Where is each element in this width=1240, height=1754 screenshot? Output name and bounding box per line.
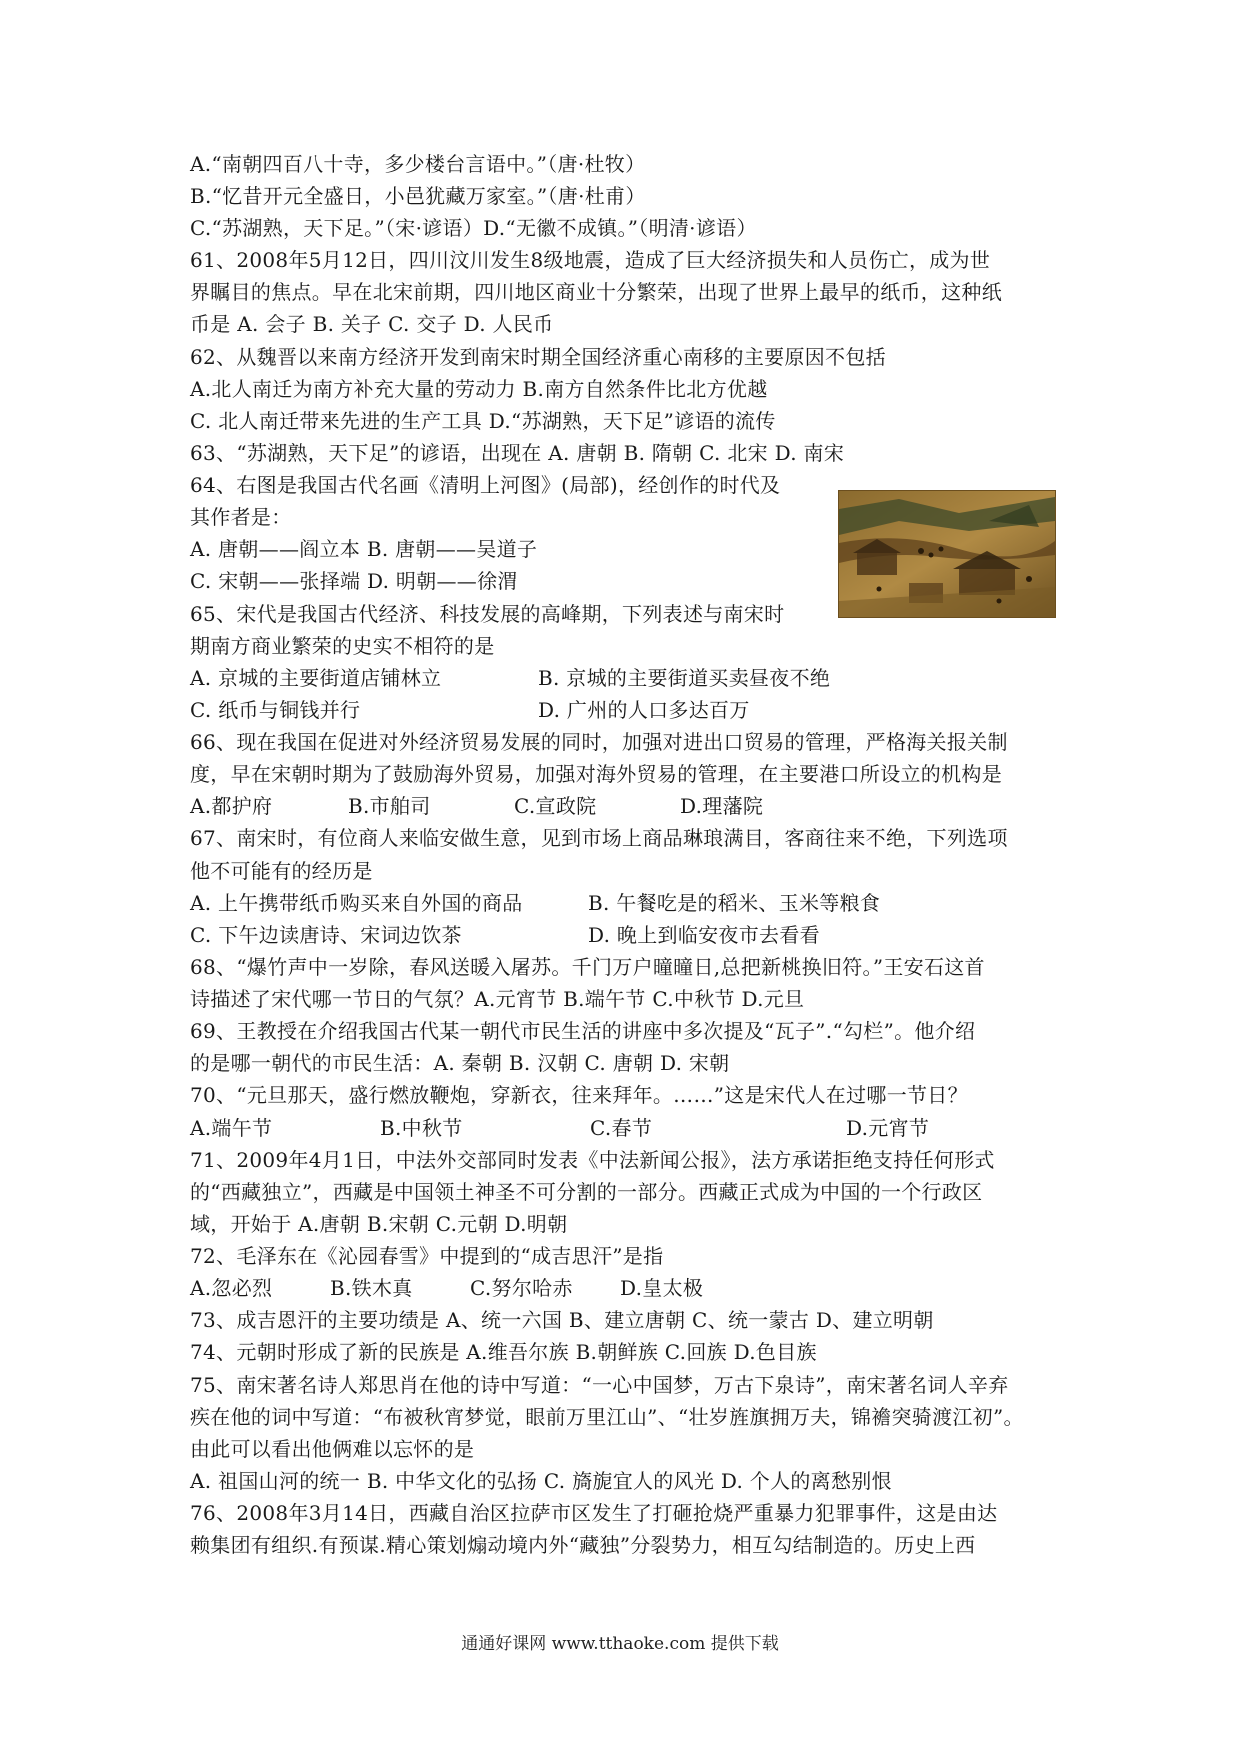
option-c: C. 下午边读唐诗、宋词边饮茶 [190,923,462,947]
text-line: C. 宋朝——张择端 D. 明朝——徐渭 [190,569,518,593]
option-d: D. 晚上到临安夜市去看看 [588,923,820,947]
text-line: 度，早在宋朝时期为了鼓励海外贸易，加强对海外贸易的管理，在主要港口所设立的机构是 [190,762,1002,786]
option-b: B.铁木真 [330,1276,413,1300]
option-a: A.端午节 [190,1116,273,1140]
question-70: 70、“元旦那天，盛行燃放鞭炮，穿新衣，往来拜年。……”这是宋代人在过哪一节日？ [190,1083,968,1107]
text-line: A.“南朝四百八十寺，多少楼台言语中。”（唐·杜牧） [190,152,646,176]
question-75: 75、南宋著名诗人郑思肖在他的诗中写道：“一心中国梦，万古下泉诗”，南宋著名词人辛弃 [190,1373,1009,1397]
page-footer: 通通好课网 www.tthaoke.com 提供下载 [461,1634,779,1654]
question-68: 68、“爆竹声中一岁除，春风送暖入屠苏。千门万户曈曈日,总把新桃换旧符。”王安石这首 [190,955,985,979]
text-line: 疾在他的词中写道：“布被秋宵梦觉，眼前万里江山”、“壮岁旌旗拥万夫，锦襜突骑渡江初”。 [190,1405,1024,1429]
text-line [190,1112,929,1144]
option-c: C.宣政院 [514,794,597,818]
text-line: 其作者是： [190,505,292,529]
question-66: 66、现在我国在促进对外经济贸易发展的同时，加强对进出口贸易的管理，严格海关报关制 [190,730,1008,754]
question-61: 61、2008年5月12日，四川汶川发生8级地震，造成了巨大经济损失和人员伤亡，成为世 [190,248,991,272]
option-d: D.皇太极 [620,1276,704,1300]
option-a: A.都护府 [190,794,273,818]
text-line: 的“西藏独立”，西藏是中国领土神圣不可分割的一部分。西藏正式成为中国的一个行政区 [190,1180,983,1204]
option-b: B. 京城的主要街道买卖昼夜不绝 [538,666,831,690]
text-line: 他不可能有的经历是 [190,859,373,883]
question-73: 73、成吉恩汗的主要功绩是 A、统一六国 B、建立唐朝 C、统一蒙古 D、建立明朝 [190,1308,934,1332]
question-76: 76、2008年3月14日，西藏自治区拉萨市区发生了打砸抢烧严重暴力犯罪事件，这是由达 [190,1501,998,1525]
question-72: 72、毛泽东在《沁园春雪》中提到的“成吉思汗”是指 [190,1244,664,1268]
text-line [190,790,763,822]
text-line: 赖集团有组织.有预谋.精心策划煽动境内外“藏独”分裂势力，相互勾结制造的。历史上西 [190,1533,976,1557]
question-63: 63、“苏湖熟，天下足”的谚语，出现在 A. 唐朝 B. 隋朝 C. 北宋 D. 南宋 [190,441,845,465]
text-line: C. 北人南迁带来先进的生产工具 D.“苏湖熟，天下足”谚语的流传 [190,409,776,433]
text-line [190,919,820,951]
question-69: 69、王教授在介绍我国古代某一朝代市民生活的讲座中多次提及“瓦子”.“勾栏”。他介绍 [190,1019,976,1043]
question-74: 74、元朝时形成了新的民族是 A.维吾尔族 B.朝鲜族 C.回族 D.色目族 [190,1340,817,1364]
text-line: 由此可以看出他俩难以忘怀的是 [190,1437,475,1461]
text-line: 币是 A. 会子 B. 关子 C. 交子 D. 人民币 [190,312,554,336]
option-a: A. 上午携带纸币购买来自外国的商品 [190,891,523,915]
option-c: C.努尔哈赤 [470,1276,573,1300]
question-71: 71、2009年4月1日，中法外交部同时发表《中法新闻公报》，法方承诺拒绝支持任何形式 [190,1148,995,1172]
option-b: B.市舶司 [348,794,431,818]
text-line [190,694,750,726]
question-62: 62、从魏晋以来南方经济开发到南宋时期全国经济重心南移的主要原因不包括 [190,345,886,369]
text-line [190,887,880,919]
option-c: C.春节 [590,1116,653,1140]
question-64: 64、右图是我国古代名画《清明上河图》(局部)，经创作的时代及 [190,473,781,497]
qingming-painting-image [838,490,1056,618]
text-line: 域，开始于 A.唐朝 B.宋朝 C.元朝 D.明朝 [190,1212,568,1236]
text-line: 期南方商业繁荣的史实不相符的是 [190,634,495,658]
text-line: C.“苏湖熟，天下足。”（宋·谚语）D.“无徽不成镇。”（明清·谚语） [190,216,757,240]
text-line: 的是哪一朝代的市民生活：A. 秦朝 B. 汉朝 C. 唐朝 D. 宋朝 [190,1051,730,1075]
option-b: B. 午餐吃是的稻米、玉米等粮食 [588,891,881,915]
text-line [190,1272,703,1304]
text-line: A. 祖国山河的统一 B. 中华文化的弘扬 C. 旖旎宜人的风光 D. 个人的离愁别恨 [190,1469,892,1493]
option-b: B.中秋节 [380,1116,463,1140]
option-a: A. 京城的主要街道店铺林立 [190,666,442,690]
text-line: 诗描述了宋代哪一节日的气氛？A.元宵节 B.端午节 C.中秋节 D.元旦 [190,987,805,1011]
option-c: C. 纸币与铜钱并行 [190,698,361,722]
text-line: A. 唐朝——阎立本 B. 唐朝——吴道子 [190,537,538,561]
question-67: 67、南宋时，有位商人来临安做生意，见到市场上商品琳琅满目，客商往来不绝，下列选项 [190,826,1008,850]
text-line: B.“忆昔开元全盛日，小邑犹藏万家室。”（唐·杜甫） [190,184,646,208]
option-d: D.元宵节 [846,1116,930,1140]
option-a: A.忽必烈 [190,1276,273,1300]
text-line: 界瞩目的焦点。早在北宋前期，四川地区商业十分繁荣，出现了世界上最早的纸币，这种纸 [190,280,1002,304]
option-d: D.理藩院 [680,794,764,818]
question-65: 65、宋代是我国古代经济、科技发展的高峰期，下列表述与南宋时 [190,602,785,626]
text-line [190,662,830,694]
text-line: A.北人南迁为南方补充大量的劳动力 B.南方自然条件比北方优越 [190,377,768,401]
option-d: D. 广州的人口多达百万 [538,698,750,722]
